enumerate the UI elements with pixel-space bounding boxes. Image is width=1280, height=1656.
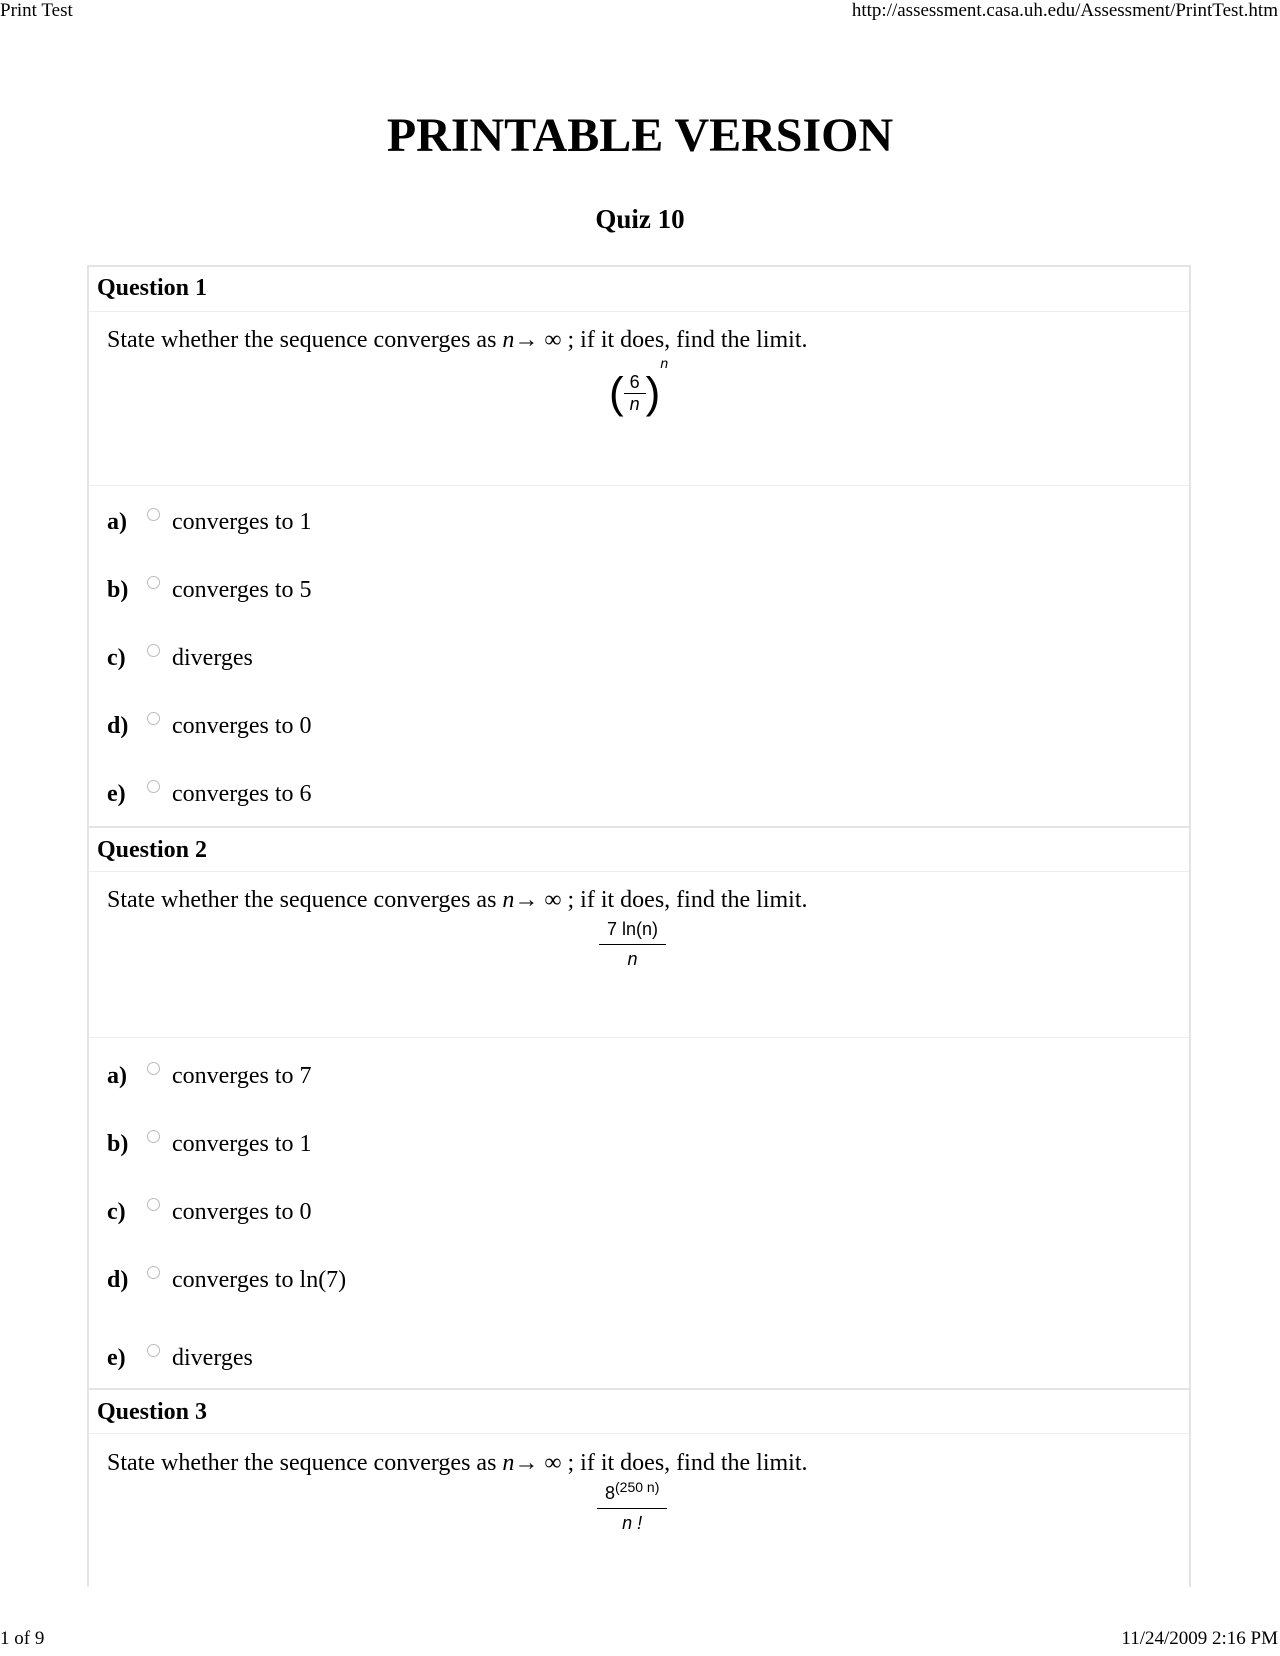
radio-button[interactable] <box>147 576 160 589</box>
question-text: State whether the sequence converges as n→ ∞ ; if it does, find the limit. <box>107 887 808 913</box>
radio-button[interactable] <box>147 712 160 725</box>
radio-button[interactable] <box>147 780 160 793</box>
answer-option[interactable]: a) converges to 1 <box>107 509 312 535</box>
page-title: PRINTABLE VERSION <box>386 109 894 162</box>
radio-button[interactable] <box>147 1130 160 1143</box>
question-text: State whether the sequence converges as n→ ∞ ; if it does, find the limit. <box>107 1450 808 1476</box>
question-math: $\frac{7 \ln(n)}{n}$ <box>599 919 666 970</box>
answer-option[interactable]: a) converges to 7 <box>107 1063 312 1089</box>
print-datetime: 11/24/2009 2:16 PM <box>1121 1628 1278 1649</box>
radio-button[interactable] <box>147 1344 160 1357</box>
page-header-url: http://assessment.casa.uh.edu/Assessment/PrintTest.htm <box>851 0 1278 21</box>
radio-button[interactable] <box>147 1198 160 1211</box>
quiz-title: Quiz 10 <box>595 204 685 234</box>
answer-option[interactable]: d) converges to ln(7) <box>107 1267 347 1293</box>
page-number: 1 of 9 <box>0 1628 45 1649</box>
answer-option[interactable]: e) converges to 6 <box>107 781 312 807</box>
radio-button[interactable] <box>147 1062 160 1075</box>
radio-button[interactable] <box>147 508 160 521</box>
radio-button[interactable] <box>147 644 160 657</box>
answer-option[interactable]: b) converges to 1 <box>107 1131 312 1157</box>
question-header: Question 2 <box>89 826 1189 870</box>
question-math: $\frac{8^{(250 n)}}{n !}$ <box>597 1479 667 1534</box>
question-math: ( $\frac{6}{n}$ )$^n$ <box>609 355 669 418</box>
answer-option[interactable]: c) diverges <box>107 645 253 671</box>
answer-option[interactable]: e) diverges <box>107 1345 253 1371</box>
radio-button[interactable] <box>147 1266 160 1279</box>
question-header: Question 1 <box>97 275 208 301</box>
questions-container <box>87 265 1191 1587</box>
answer-option[interactable]: d) converges to 0 <box>107 713 312 739</box>
question-header: Question 3 <box>89 1388 1189 1432</box>
answer-option[interactable]: c) converges to 0 <box>107 1199 312 1225</box>
page-header-title: Print Test <box>0 0 73 21</box>
question-text: State whether the sequence converges as n→ ∞ ; if it does, find the limit. <box>107 327 808 353</box>
answer-option[interactable]: b) converges to 5 <box>107 577 312 603</box>
